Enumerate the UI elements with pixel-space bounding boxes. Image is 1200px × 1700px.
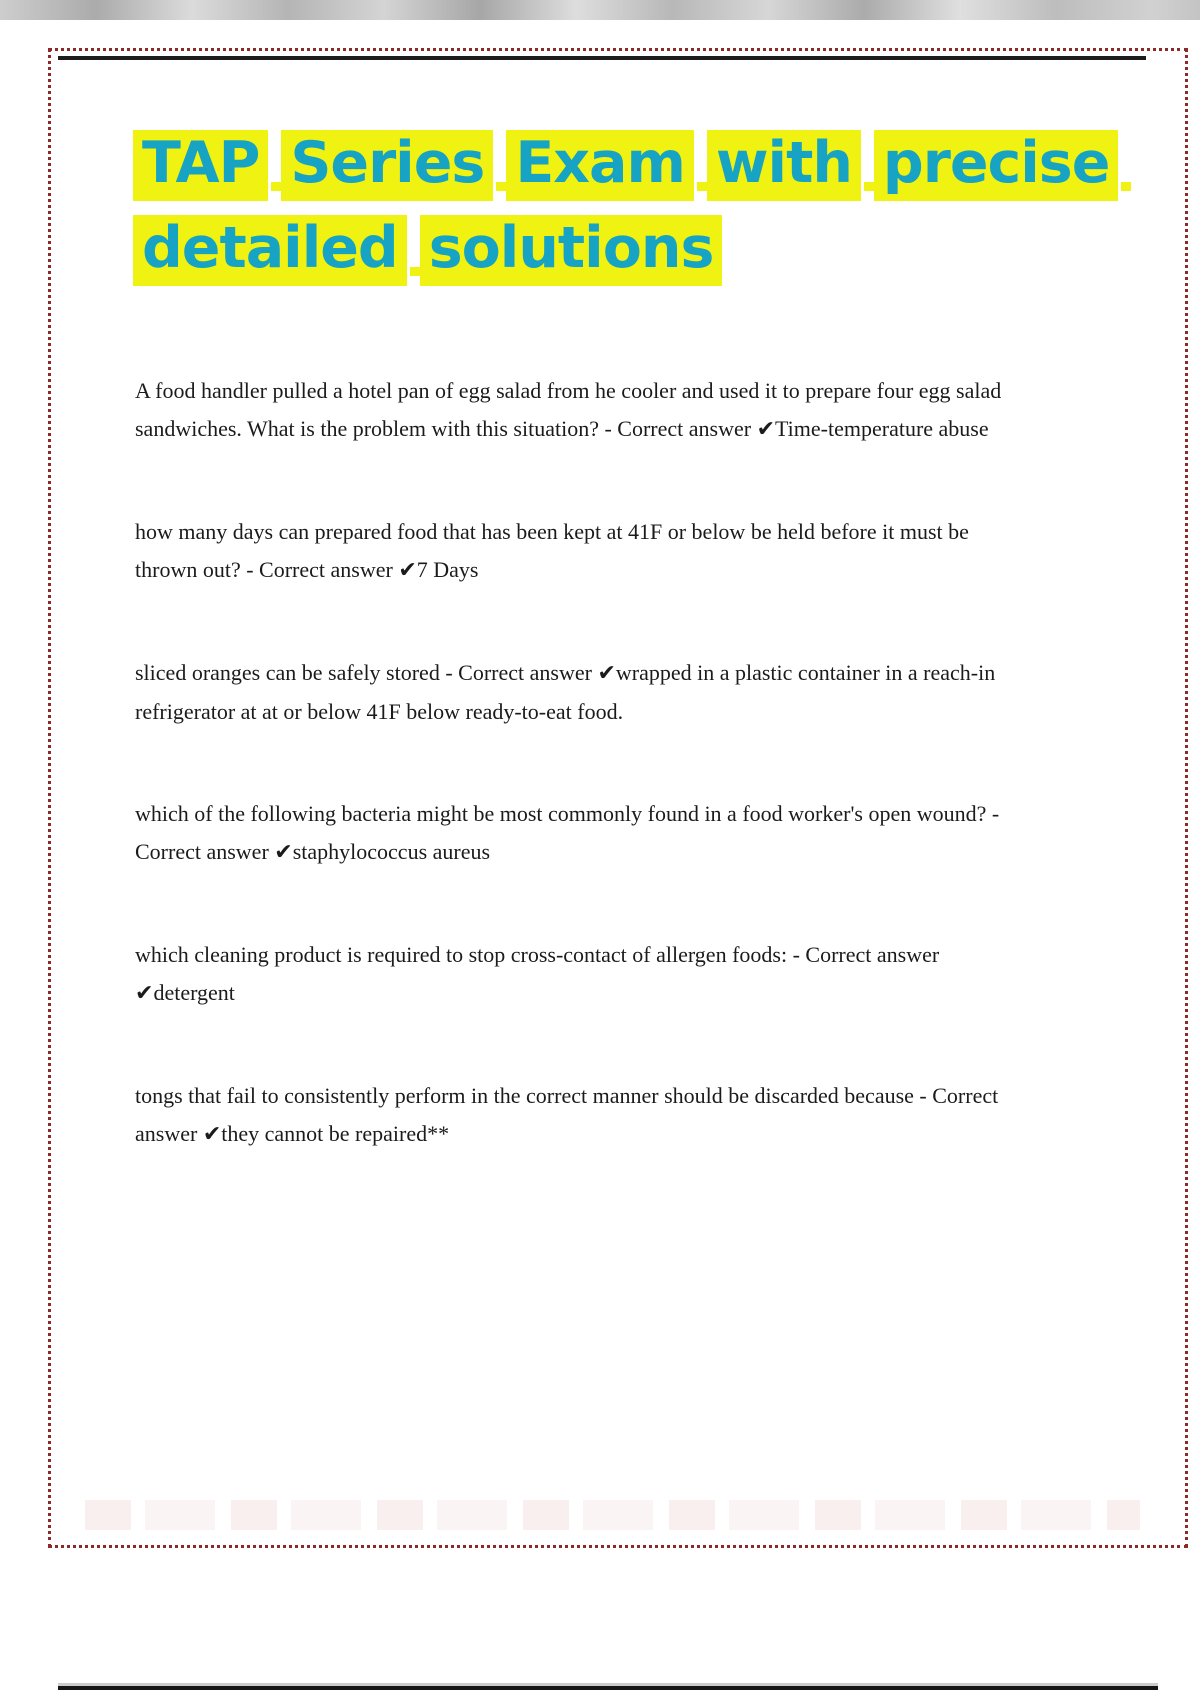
- checkmark-icon: ✔: [202, 1122, 222, 1147]
- title-word: Series: [281, 130, 493, 201]
- correct-answer-label: - Correct answer: [246, 557, 393, 582]
- page-title: [133, 130, 1131, 300]
- qa-question: sliced oranges can be safely stored: [135, 660, 440, 685]
- qa-question: which cleaning product is required to stop cross-contact of allergen foods:: [135, 942, 788, 967]
- faded-highlight-remnant: [85, 1500, 1140, 1530]
- title-word: Exam: [506, 130, 694, 201]
- correct-answer-label: - Correct answer: [604, 416, 752, 441]
- qa-answer: Time-temperature abuse: [775, 416, 989, 441]
- title-word: precise: [874, 130, 1118, 201]
- checkmark-icon: ✔: [274, 840, 293, 865]
- qa-item: [135, 654, 1027, 731]
- checkmark-icon: ✔: [597, 661, 616, 686]
- qa-question: how many days can prepared food that has been kept at 41F or below be held before it must be thrown out?: [135, 519, 969, 582]
- scanner-artifact-band: [0, 0, 1200, 20]
- qa-question: A food handler pulled a hotel pan of egg salad from he cooler and used it to prepare four egg salad sandwiches. What is the problem with this situation?: [135, 378, 1002, 441]
- qa-item: [135, 372, 1027, 449]
- qa-answer: detergent: [153, 980, 235, 1005]
- title-word: with: [707, 130, 861, 201]
- checkmark-icon: ✔: [398, 558, 417, 583]
- correct-answer-label: - Correct answer: [135, 801, 1000, 864]
- top-horizontal-rule: [58, 56, 1146, 60]
- checkmark-icon: ✔: [756, 417, 776, 442]
- qa-answer: 7 Days: [416, 557, 479, 582]
- correct-answer-label: - Correct answer: [445, 660, 592, 685]
- qa-answer: wrapped in a plastic container in a reach-in refrigerator at at or below 41F below ready-to-eat food.: [135, 660, 996, 724]
- qa-item: [135, 513, 1027, 590]
- qa-question: which of the following bacteria might be most commonly found in a food worker's open wound?: [135, 801, 987, 826]
- correct-answer-label: - Correct answer: [135, 1083, 999, 1146]
- checkmark-icon: ✔: [135, 981, 154, 1006]
- title-line-1: [133, 130, 1131, 201]
- title-word: solutions: [420, 215, 723, 286]
- bottom-horizontal-rule: [58, 1686, 1158, 1690]
- qa-item: [135, 1077, 1027, 1154]
- qa-item: [135, 936, 1027, 1013]
- qa-answer: they cannot be repaired**: [221, 1121, 450, 1146]
- title-word: detailed: [133, 215, 407, 286]
- qa-question: tongs that fail to consistently perform in the correct manner should be discarded because: [135, 1083, 914, 1108]
- qa-answer: staphylococcus aureus: [292, 839, 491, 864]
- title-word: TAP: [133, 130, 268, 201]
- correct-answer-label: - Correct answer: [792, 942, 940, 967]
- qa-item: [135, 795, 1027, 872]
- qa-content: [135, 372, 1027, 1218]
- title-line-2: [133, 215, 1131, 286]
